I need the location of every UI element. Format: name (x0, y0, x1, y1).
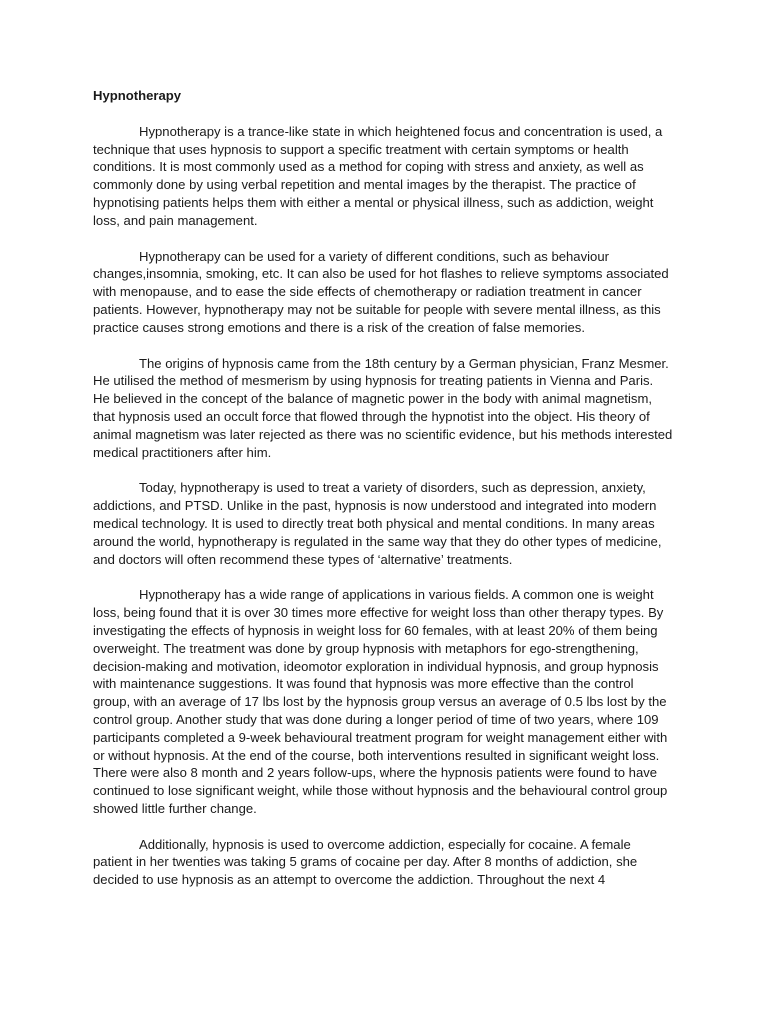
paragraph-conditions: Hypnotherapy can be used for a variety of different conditions, such as behaviour changes,insomnia, smoking, etc. It can also be used for hot flashes to relieve symptoms associated with menopause, and to ease the side effects of chemotherapy or radiation treatment in cancer patients. However, hypnotherapy may not be suitable for people with severe mental illness, as this practice causes strong emotions and there is a risk of the creation of false memories. (93, 248, 669, 335)
document-body (93, 87, 673, 889)
paragraph-definition: Hypnotherapy is a trance-like state in which heightened focus and concentration is used, a technique that uses hypnosis to support a specific treatment with certain symptoms or health conditions. It is most commonly used as a method for coping with stress and anxiety, as well as commonly done by using verbal repetition and mental images by the therapist. The practice of hypnotising patients helps them with either a mental or physical illness, such as addiction, weight loss, and pain management. (93, 123, 663, 228)
document-title: Hypnotherapy (93, 88, 182, 103)
paragraph-origins: The origins of hypnosis came from the 18th century by a German physician, Franz Mesmer. He utilised the method of mesmerism by using hypnosis for treating patients in Vienna and Paris. He believed in the concept of the balance of magnetic power in the body with animal magnetism, that hypnosis used an occult force that flowed through the hypnotist into the object. His theory of animal magnetism was later rejected as there was no scientific evidence, but his methods interested medical practitioners after him. (93, 355, 673, 460)
paragraph-today: Today, hypnotherapy is used to treat a variety of disorders, such as depression, anxiety, addictions, and PTSD. Unlike in the past, hypnosis is now understood and integrated into modern medical technology. It is used to directly treat both physical and mental conditions. In many areas around the world, hypnotherapy is regulated in the same way that they do other types of medicine, and doctors will often recommend these types of ‘alternative’ treatments. (93, 480, 662, 567)
paragraph-weight-loss: Hypnotherapy has a wide range of applications in various fields. A common one is weight loss, being found that it is over 30 times more effective for weight loss than other therapy types. By investigating the effects of hypnosis in weight loss for 60 females, with at least 20% of them being overweight. The treatment was done by group hypnosis with metaphors for ego-strengthening, decision-making and motivation, ideomotor exploration in individual hypnosis, and group hypnosis with maintenance suggestions. It was found that hypnosis was more effective than the control group, with an average of 17 lbs lost by the hypnosis group versus an average of 0.5 lbs lost by the control group. Another study that was done during a longer period of time of two years, where 109 participants completed a 9-week behavioural treatment program for weight management either with or without hypnosis. At the end of the course, both interventions resulted in significant weight loss. There were also 8 month and 2 years follow-ups, where the hypnosis patients were found to have continued to lose significant weight, while those without hypnosis and the behavioural control group showed little further change. (93, 587, 668, 816)
paragraph-addiction: Additionally, hypnosis is used to overcome addiction, especially for cocaine. A female patient in her twenties was taking 5 grams of cocaine per day. After 8 months of addiction, she decided to use hypnosis as an attempt to overcome the addiction. Throughout the next 4 (93, 836, 638, 888)
